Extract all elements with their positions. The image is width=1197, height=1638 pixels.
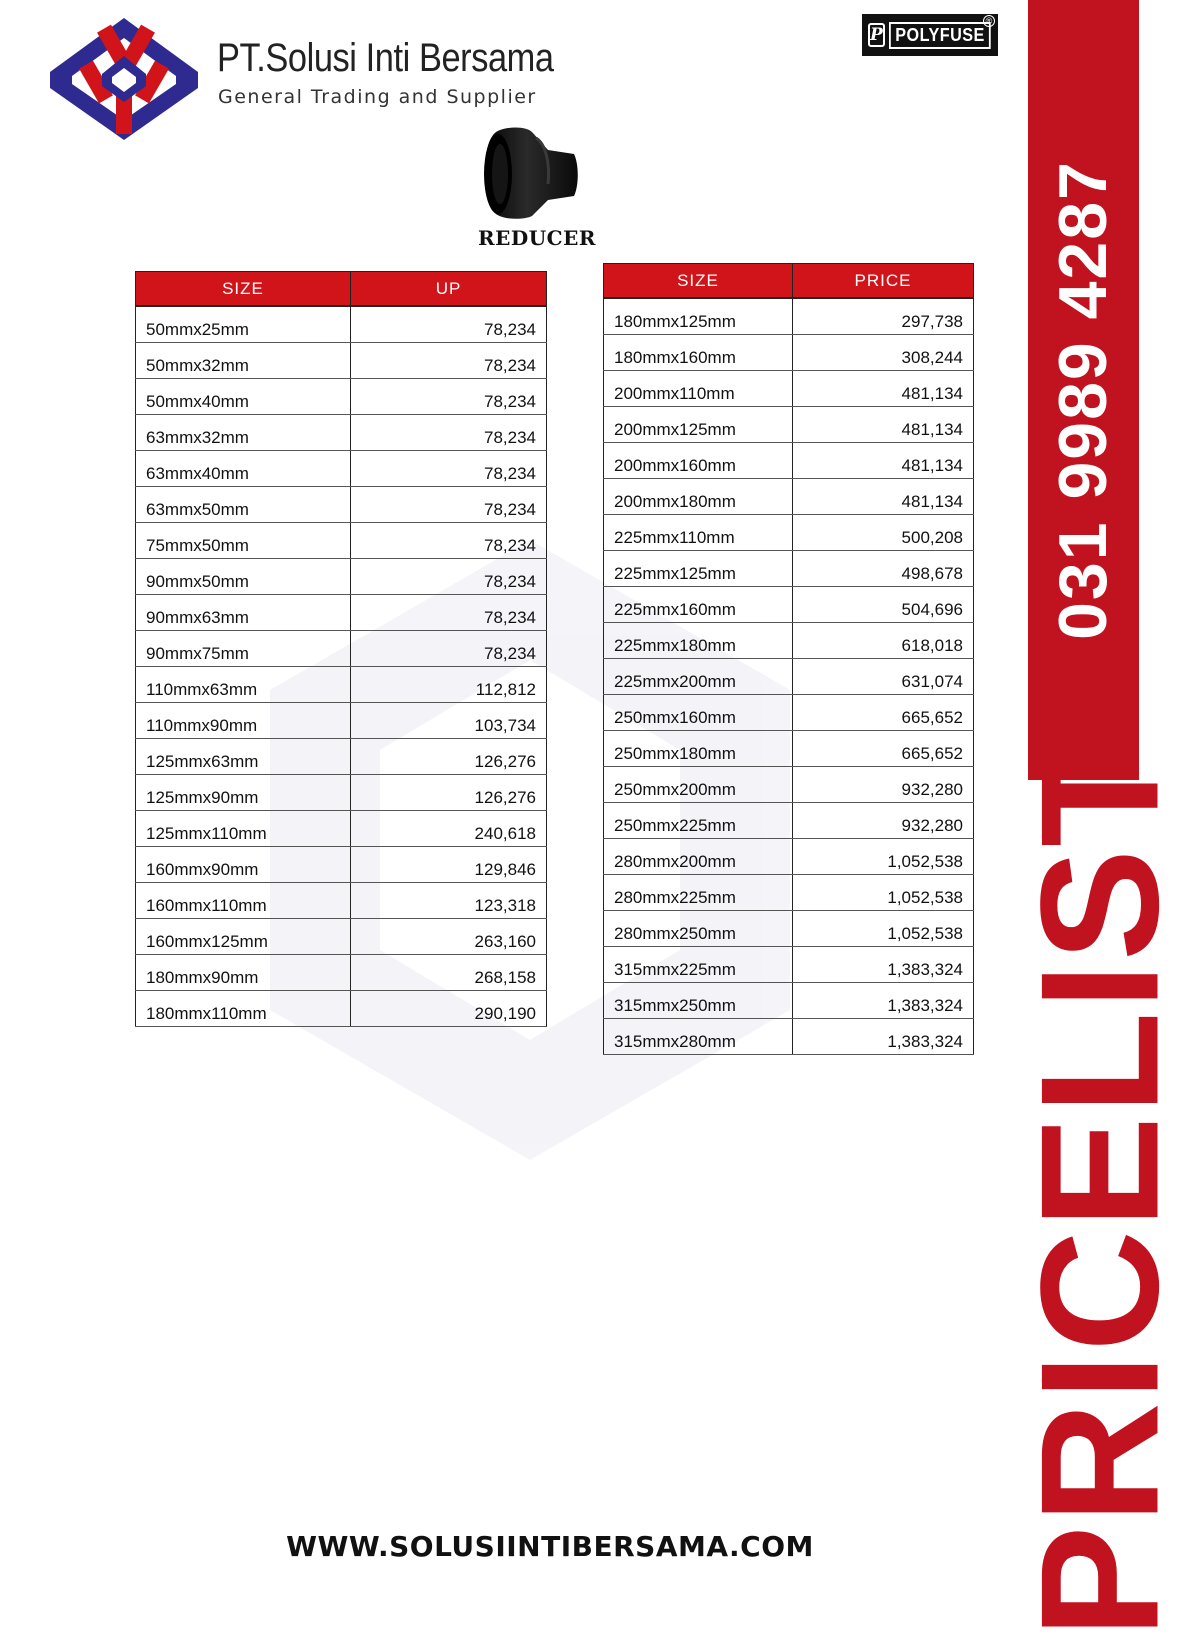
table-row <box>604 298 974 335</box>
table-row <box>604 515 974 551</box>
price-cell: 481,134 <box>793 407 974 443</box>
size-cell: 200mmx160mm <box>604 443 793 479</box>
size-cell: 125mmx110mm <box>136 811 351 847</box>
registered-mark: ® <box>983 15 995 27</box>
price-cell: 631,074 <box>793 659 974 695</box>
table-row <box>604 335 974 371</box>
size-cell: 160mmx90mm <box>136 847 351 883</box>
size-cell: 180mmx125mm <box>604 298 793 335</box>
price-cell: 126,276 <box>351 775 547 811</box>
size-cell: 280mmx250mm <box>604 911 793 947</box>
size-cell: 160mmx125mm <box>136 919 351 955</box>
size-cell: 90mmx50mm <box>136 559 351 595</box>
table-row <box>604 911 974 947</box>
price-cell: 481,134 <box>793 371 974 407</box>
price-cell: 618,018 <box>793 623 974 659</box>
pricelist-label: PRICELIST <box>1005 742 1194 1638</box>
price-cell: 297,738 <box>793 298 974 335</box>
price-cell: 123,318 <box>351 883 547 919</box>
size-cell: 90mmx75mm <box>136 631 351 667</box>
price-table-left <box>135 271 547 1027</box>
size-cell: 250mmx180mm <box>604 731 793 767</box>
size-cell: 180mmx160mm <box>604 335 793 371</box>
price-cell: 78,234 <box>351 306 547 343</box>
size-cell: 315mmx250mm <box>604 983 793 1019</box>
table-row <box>136 451 547 487</box>
price-cell: 240,618 <box>351 811 547 847</box>
table-row <box>136 703 547 739</box>
company-name: PT.Solusi Inti Bersama <box>217 36 554 80</box>
table-row <box>136 739 547 775</box>
table-row <box>136 991 547 1027</box>
table-row <box>136 559 547 595</box>
size-cell: 110mmx90mm <box>136 703 351 739</box>
price-cell: 932,280 <box>793 767 974 803</box>
size-cell: 75mmx50mm <box>136 523 351 559</box>
table-row <box>604 587 974 623</box>
phone-block <box>1028 0 1139 780</box>
column-header-price: UP <box>351 272 547 307</box>
table-row <box>604 371 974 407</box>
size-cell: 200mmx110mm <box>604 371 793 407</box>
size-cell: 315mmx225mm <box>604 947 793 983</box>
company-tagline: General Trading and Supplier <box>218 86 537 108</box>
size-cell: 225mmx110mm <box>604 515 793 551</box>
price-cell: 498,678 <box>793 551 974 587</box>
size-cell: 315mmx280mm <box>604 1019 793 1055</box>
table-row <box>604 803 974 839</box>
price-cell: 112,812 <box>351 667 547 703</box>
table-row <box>136 523 547 559</box>
table-header-row <box>604 264 974 299</box>
table-row <box>136 306 547 343</box>
size-cell: 110mmx63mm <box>136 667 351 703</box>
table-row <box>604 947 974 983</box>
price-cell: 1,052,538 <box>793 839 974 875</box>
price-cell: 481,134 <box>793 443 974 479</box>
price-cell: 126,276 <box>351 739 547 775</box>
price-cell: 78,234 <box>351 415 547 451</box>
table-row <box>604 839 974 875</box>
size-cell: 50mmx32mm <box>136 343 351 379</box>
price-cell: 129,846 <box>351 847 547 883</box>
table-row <box>604 443 974 479</box>
table-row <box>604 551 974 587</box>
table-row <box>604 407 974 443</box>
table-row <box>604 659 974 695</box>
price-cell: 78,234 <box>351 595 547 631</box>
price-cell: 1,052,538 <box>793 911 974 947</box>
table-row <box>604 983 974 1019</box>
price-cell: 665,652 <box>793 695 974 731</box>
table-row <box>604 1019 974 1055</box>
price-cell: 665,652 <box>793 731 974 767</box>
size-cell: 225mmx125mm <box>604 551 793 587</box>
table-header-row <box>136 272 547 307</box>
size-cell: 160mmx110mm <box>136 883 351 919</box>
price-cell: 504,696 <box>793 587 974 623</box>
table-row <box>604 695 974 731</box>
size-cell: 180mmx110mm <box>136 991 351 1027</box>
size-cell: 63mmx40mm <box>136 451 351 487</box>
table-row <box>136 667 547 703</box>
brand-mark-icon: P <box>870 25 883 45</box>
price-cell: 932,280 <box>793 803 974 839</box>
price-cell: 1,383,324 <box>793 947 974 983</box>
size-cell: 50mmx25mm <box>136 306 351 343</box>
price-cell: 481,134 <box>793 479 974 515</box>
size-cell: 63mmx32mm <box>136 415 351 451</box>
price-cell: 268,158 <box>351 955 547 991</box>
price-cell: 290,190 <box>351 991 547 1027</box>
price-cell: 78,234 <box>351 559 547 595</box>
reducer-fitting-icon <box>476 124 580 220</box>
price-cell: 78,234 <box>351 379 547 415</box>
size-cell: 90mmx63mm <box>136 595 351 631</box>
price-cell: 78,234 <box>351 631 547 667</box>
size-cell: 225mmx160mm <box>604 587 793 623</box>
table-row <box>136 847 547 883</box>
table-row <box>136 415 547 451</box>
table-row <box>136 343 547 379</box>
table-row <box>136 811 547 847</box>
sidebar-banner <box>1005 0 1194 1638</box>
website-url: WWW.SOLUSIINTIBERSAMA.COM <box>286 1530 814 1563</box>
size-cell: 63mmx50mm <box>136 487 351 523</box>
price-cell: 263,160 <box>351 919 547 955</box>
phone-number: 031 9989 4287 <box>1045 160 1121 640</box>
size-cell: 280mmx225mm <box>604 875 793 911</box>
price-cell: 78,234 <box>351 451 547 487</box>
size-cell: 250mmx225mm <box>604 803 793 839</box>
price-table-right <box>603 263 974 1055</box>
brand-badge <box>862 14 998 56</box>
size-cell: 225mmx200mm <box>604 659 793 695</box>
product-name: REDUCER <box>478 226 596 250</box>
price-cell: 308,244 <box>793 335 974 371</box>
table-row <box>136 919 547 955</box>
price-cell: 78,234 <box>351 343 547 379</box>
size-cell: 200mmx125mm <box>604 407 793 443</box>
table-row <box>136 955 547 991</box>
size-cell: 200mmx180mm <box>604 479 793 515</box>
size-cell: 250mmx200mm <box>604 767 793 803</box>
table-row <box>136 487 547 523</box>
price-cell: 78,234 <box>351 523 547 559</box>
column-header-price: PRICE <box>793 264 974 299</box>
size-cell: 280mmx200mm <box>604 839 793 875</box>
brand-name: POLYFUSE <box>889 22 991 49</box>
company-logo-icon <box>48 16 200 142</box>
price-cell: 1,052,538 <box>793 875 974 911</box>
size-cell: 180mmx90mm <box>136 955 351 991</box>
table-row <box>604 875 974 911</box>
size-cell: 50mmx40mm <box>136 379 351 415</box>
table-row <box>136 883 547 919</box>
table-row <box>604 623 974 659</box>
table-row <box>136 775 547 811</box>
size-cell: 225mmx180mm <box>604 623 793 659</box>
column-header-size: SIZE <box>604 264 793 299</box>
price-cell: 103,734 <box>351 703 547 739</box>
size-cell: 125mmx90mm <box>136 775 351 811</box>
table-row <box>604 731 974 767</box>
price-cell: 500,208 <box>793 515 974 551</box>
price-cell: 78,234 <box>351 487 547 523</box>
table-row <box>604 767 974 803</box>
column-header-size: SIZE <box>136 272 351 307</box>
price-cell: 1,383,324 <box>793 983 974 1019</box>
size-cell: 125mmx63mm <box>136 739 351 775</box>
table-row <box>136 631 547 667</box>
table-row <box>604 479 974 515</box>
size-cell: 250mmx160mm <box>604 695 793 731</box>
price-cell: 1,383,324 <box>793 1019 974 1055</box>
table-row <box>136 379 547 415</box>
table-row <box>136 595 547 631</box>
